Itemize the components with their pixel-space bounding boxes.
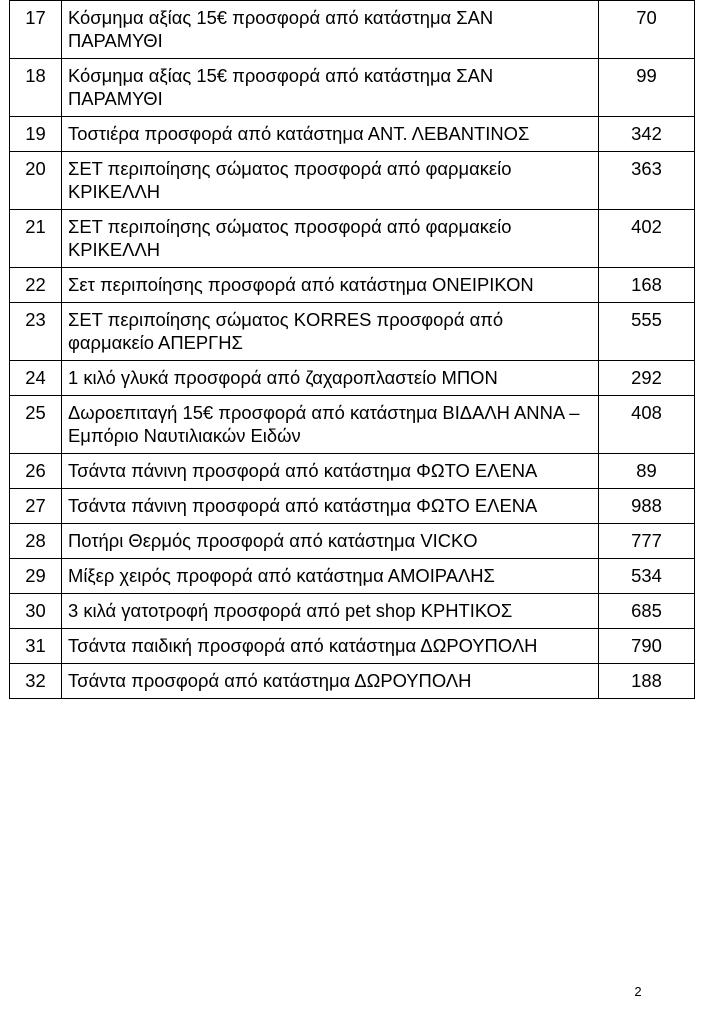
- row-number: 29: [10, 559, 62, 594]
- prize-description: Μίξερ χειρός προφορά από κατάστημα ΑΜΟΙΡΑΛΗΣ: [62, 559, 599, 594]
- ticket-number: 168: [599, 268, 695, 303]
- prize-description: Τσάντα προσφορά από κατάστημα ΔΩΡΟΥΠΟΛΗ: [62, 664, 599, 699]
- table-row: [10, 303, 695, 361]
- prize-description: Τοστιέρα προσφορά από κατάστημα ΑΝΤ. ΛΕΒΑΝΤΙΝΟΣ: [62, 117, 599, 152]
- table-row: [10, 1, 695, 59]
- table-row: [10, 454, 695, 489]
- prize-description: ΣΕΤ περιποίησης σώματος προσφορά από φαρμακείο ΚΡΙΚΕΛΛΗ: [62, 152, 599, 210]
- ticket-number: 188: [599, 664, 695, 699]
- ticket-number: 555: [599, 303, 695, 361]
- table-row: [10, 629, 695, 664]
- row-number: 17: [10, 1, 62, 59]
- table-row: [10, 524, 695, 559]
- row-number: 22: [10, 268, 62, 303]
- ticket-number: 685: [599, 594, 695, 629]
- ticket-number: 342: [599, 117, 695, 152]
- ticket-number: 402: [599, 210, 695, 268]
- table-row: [10, 117, 695, 152]
- ticket-number: 988: [599, 489, 695, 524]
- row-number: 27: [10, 489, 62, 524]
- prize-description: ΣΕΤ περιποίησης σώματος KORRES προσφορά από φαρμακείο ΑΠΕΡΓΗΣ: [62, 303, 599, 361]
- row-number: 21: [10, 210, 62, 268]
- prize-description: Τσάντα πάνινη προσφορά από κατάστημα ΦΩΤΟ ΕΛΕΝΑ: [62, 489, 599, 524]
- prize-description: Τσάντα παιδική προσφορά από κατάστημα ΔΩΡΟΥΠΟΛΗ: [62, 629, 599, 664]
- ticket-number: 363: [599, 152, 695, 210]
- prize-description: Σετ περιποίησης προσφορά από κατάστημα ΟΝΕΙΡΙΚΟΝ: [62, 268, 599, 303]
- table-row: [10, 559, 695, 594]
- ticket-number: 777: [599, 524, 695, 559]
- prize-description: Δωροεπιταγή 15€ προσφορά από κατάστημα ΒΙΔΑΛΗ ΑΝΝΑ – Εμπόριο Ναυτιλιακών Ειδών: [62, 396, 599, 454]
- table-row: [10, 594, 695, 629]
- table-row: [10, 396, 695, 454]
- prize-table: [9, 0, 695, 699]
- row-number: 28: [10, 524, 62, 559]
- ticket-number: 292: [599, 361, 695, 396]
- row-number: 30: [10, 594, 62, 629]
- table-row: [10, 664, 695, 699]
- prize-description: 1 κιλό γλυκά προσφορά από ζαχαροπλαστείο ΜΠΟΝ: [62, 361, 599, 396]
- table-row: [10, 268, 695, 303]
- ticket-number: 99: [599, 59, 695, 117]
- prize-description: Κόσμημα αξίας 15€ προσφορά από κατάστημα ΣΑΝ ΠΑΡΑΜΥΘΙ: [62, 59, 599, 117]
- row-number: 24: [10, 361, 62, 396]
- table-row: [10, 59, 695, 117]
- table-row: [10, 361, 695, 396]
- table-row: [10, 152, 695, 210]
- table-row: [10, 489, 695, 524]
- row-number: 18: [10, 59, 62, 117]
- row-number: 20: [10, 152, 62, 210]
- row-number: 23: [10, 303, 62, 361]
- ticket-number: 89: [599, 454, 695, 489]
- prize-description: 3 κιλά γατοτροφή προσφορά από pet shop ΚΡΗΤΙΚΟΣ: [62, 594, 599, 629]
- row-number: 26: [10, 454, 62, 489]
- row-number: 25: [10, 396, 62, 454]
- row-number: 32: [10, 664, 62, 699]
- ticket-number: 790: [599, 629, 695, 664]
- ticket-number: 70: [599, 1, 695, 59]
- row-number: 19: [10, 117, 62, 152]
- page-number: 2: [634, 984, 642, 999]
- prize-description: Ποτήρι Θερμός προσφορά από κατάστημα VICKO: [62, 524, 599, 559]
- prize-description: ΣΕΤ περιποίησης σώματος προσφορά από φαρμακείο ΚΡΙΚΕΛΛΗ: [62, 210, 599, 268]
- prize-description: Κόσμημα αξίας 15€ προσφορά από κατάστημα ΣΑΝ ΠΑΡΑΜΥΘΙ: [62, 1, 599, 59]
- table-row: [10, 210, 695, 268]
- row-number: 31: [10, 629, 62, 664]
- ticket-number: 408: [599, 396, 695, 454]
- prize-description: Τσάντα πάνινη προσφορά από κατάστημα ΦΩΤΟ ΕΛΕΝΑ: [62, 454, 599, 489]
- ticket-number: 534: [599, 559, 695, 594]
